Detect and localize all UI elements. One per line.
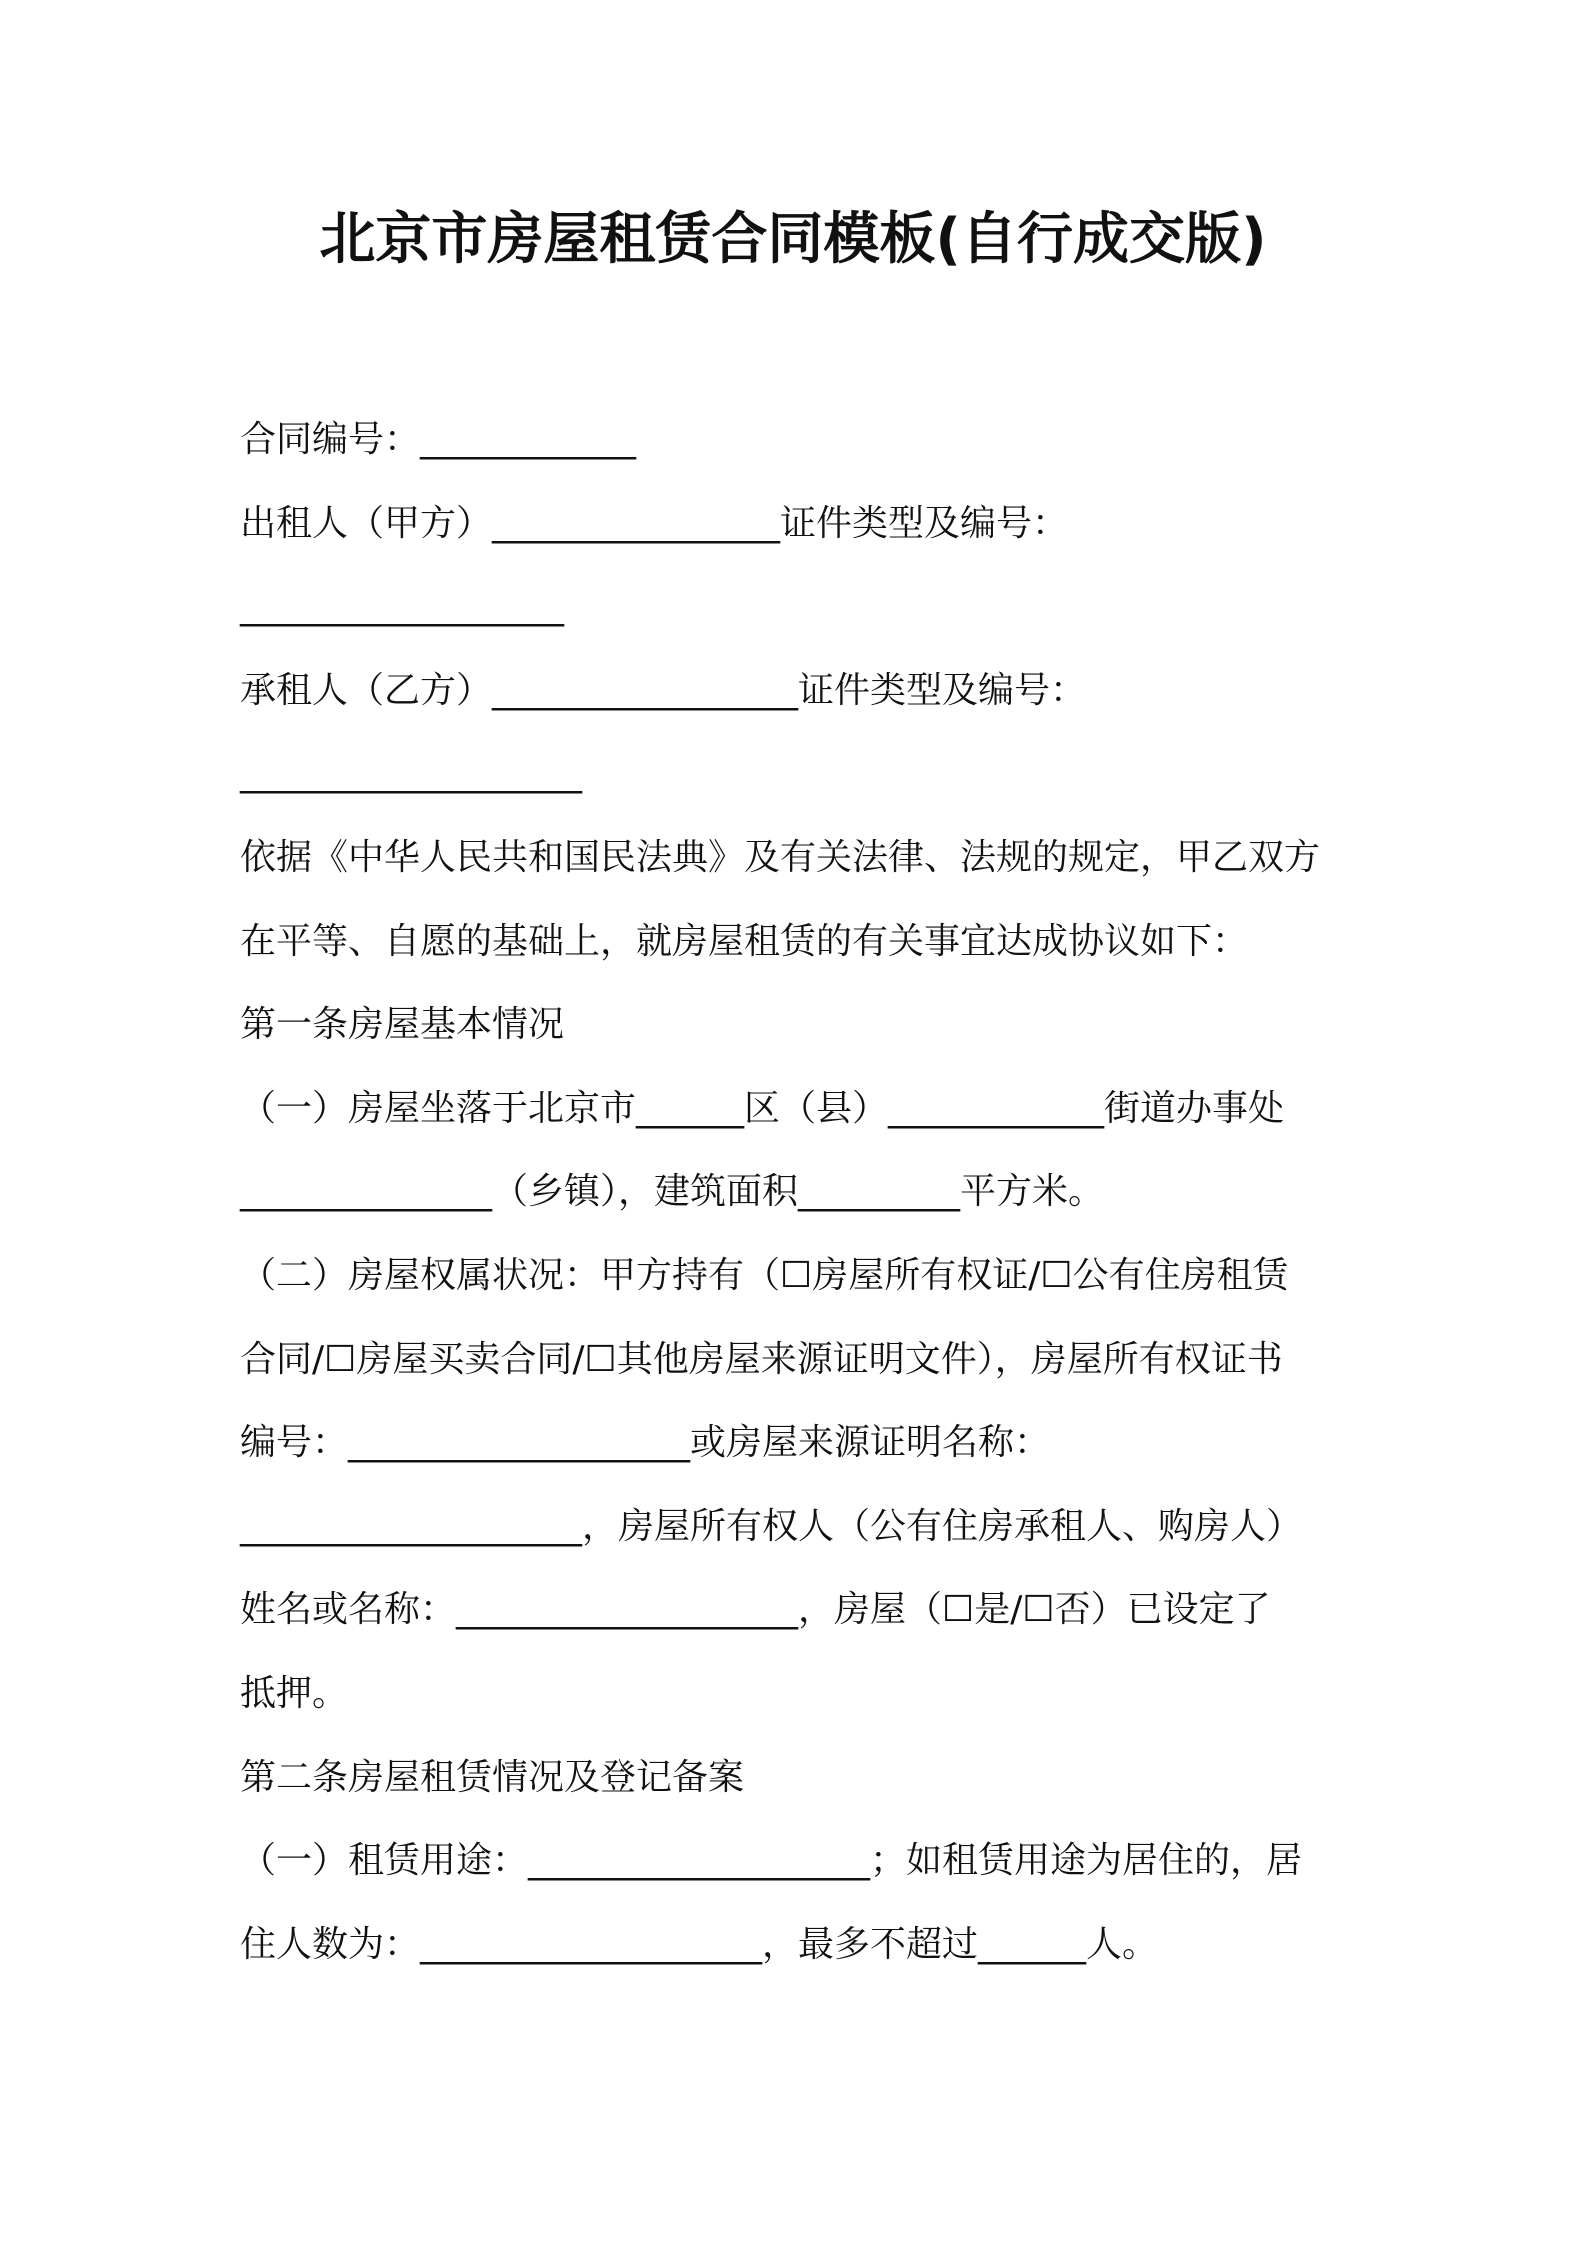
article-2-item-1-line-1: （一）租赁用途：___________________；如租赁用途为居住的，居 <box>240 1840 1303 1882</box>
document-title: 北京市房屋租赁合同模板(自行成交版) <box>319 207 1267 272</box>
article-2-item-1-line-2: 住人数为：___________________，最多不超过______人。 <box>240 1923 1159 1965</box>
article-1-heading: 第一条房屋基本情况 <box>240 1004 565 1046</box>
article-1-item-2-line-6: 抵押。 <box>240 1672 349 1714</box>
article-1-item-2-line-5: 姓名或名称：___________________，房屋（☐是/☐否）已设定了 <box>240 1589 1271 1631</box>
contract-number-line: 合同编号：____________ <box>240 419 637 460</box>
article-1-item-2-line-1: （二）房屋权属状况：甲方持有（☐房屋所有权证/☐公有住房租赁 <box>240 1254 1289 1296</box>
article-1-item-1-line-2: ______________（乡镇），建筑面积_________平方米。 <box>240 1171 1105 1213</box>
lessee-line: 承租人（乙方）_________________证件类型及编号： <box>240 669 1087 711</box>
article-1-item-2-line-2: 合同/☐房屋买卖合同/☐其他房屋来源证明文件），房屋所有权证书 <box>240 1338 1283 1380</box>
article-1-item-2-line-4: ___________________，房屋所有权人（公有住房承租人、购房人） <box>240 1505 1303 1547</box>
preamble-line-1: 依据《中华人民共和国民法典》及有关法律、法规的规定，甲乙双方 <box>240 836 1321 878</box>
article-1-item-1-line-1: （一）房屋坐落于北京市______区（县）____________街道办事处 <box>240 1087 1285 1129</box>
article-2-heading: 第二条房屋租赁情况及登记备案 <box>240 1756 745 1798</box>
lessor-id-blank-line: __________________ <box>240 586 564 628</box>
lessor-line: 出租人（甲方）________________证件类型及编号： <box>240 502 1069 544</box>
document-body <box>240 398 1360 1986</box>
article-1-item-2-line-3: 编号：___________________或房屋来源证明名称： <box>240 1422 1051 1464</box>
preamble-line-2: 在平等、自愿的基础上，就房屋租赁的有关事宜达成协议如下： <box>240 920 1249 962</box>
lessee-id-blank-line: ___________________ <box>240 753 582 795</box>
